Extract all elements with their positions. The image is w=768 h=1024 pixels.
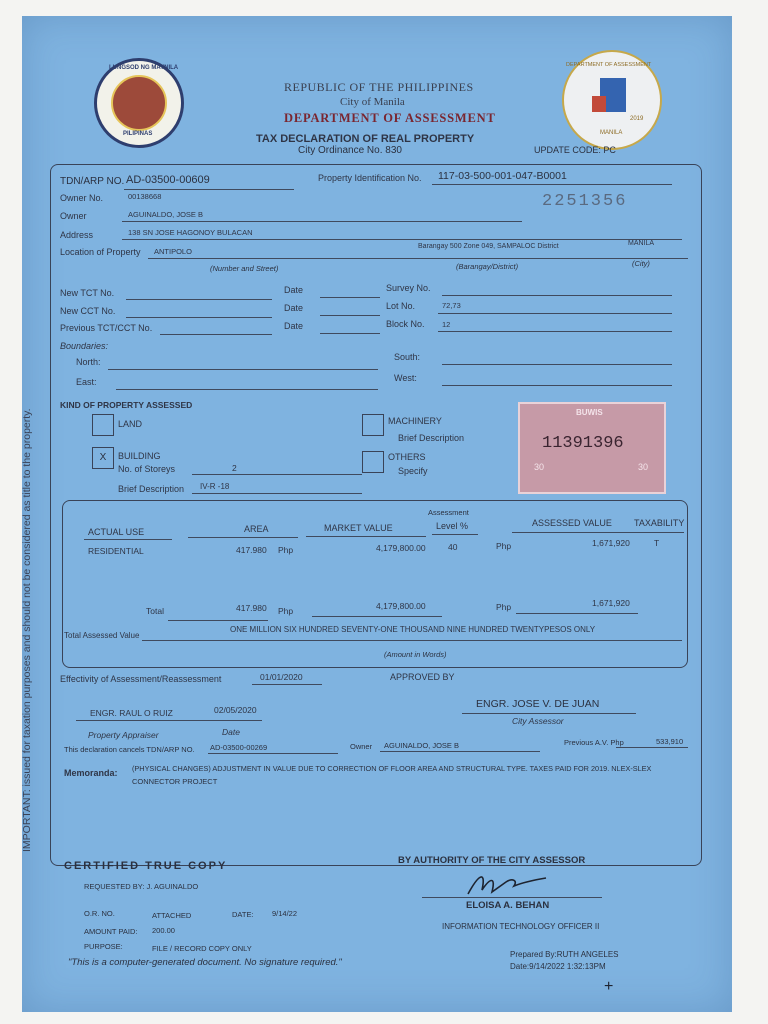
header-taxability: TAXABILITY [634,518,685,528]
stamp-right-value: 30 [638,462,649,472]
specify-label: Specify [398,466,428,476]
or-label: O.R. NO. [84,909,115,918]
manila-city-seal: LUNGSOD NG MAYNILA PILIPINAS [94,58,184,148]
land-label: LAND [118,419,143,429]
stamp-left-value: 30 [534,462,545,472]
total-php-2: Php [496,602,512,612]
location-label: Location of Property [60,247,141,257]
header-level: Level % [436,521,469,531]
amount-value: 200.00 [152,926,175,935]
prepared-by: Prepared By:RUTH ANGELES [510,950,619,959]
east-label: East: [76,377,97,387]
header-actual-use: ACTUAL USE [88,527,145,537]
documentary-stamp [518,402,666,494]
appraiser-name: ENGR. RAUL O RUIZ [90,708,173,718]
cross-mark-icon: + [604,978,614,995]
new-tct-label: New TCT No. [60,288,115,298]
authority-heading: BY AUTHORITY OF THE CITY ASSESSOR [398,855,586,866]
kind-heading: KIND OF PROPERTY ASSESSED [60,400,193,410]
others-checkbox[interactable] [362,451,384,473]
owner-label: Owner [60,211,87,221]
cert-date-value: 9/14/22 [272,909,298,918]
row-area: 417.980 [236,545,267,555]
memoranda-line-1: (PHYSICAL CHANGES) ADJUSTMENT IN VALUE DUE TO CORRECTION OF FLOOR AREA AND STRUCTURAL TYPE. TAXES PAID FOR 2019. NLEX-SLEX [132,764,652,773]
owner-no-label: Owner No. [60,193,104,203]
boundaries-label: Boundaries: [60,341,109,351]
date-label-1: Date [284,285,304,295]
row-php-2: Php [496,541,512,551]
prev-av-label: Previous A.V. Php [564,738,624,747]
caption-city: (City) [632,259,650,268]
prev-tct-label: Previous TCT/CCT No. [60,323,153,333]
building-brief-value: IV-R -18 [200,482,230,491]
memoranda-line-2: CONNECTOR PROJECT [132,777,218,786]
south-label: South: [394,352,421,362]
ordinance-text: City Ordinance No. 830 [298,145,402,156]
machinery-label: MACHINERY [388,416,442,426]
tax-declaration-paper [22,16,732,1012]
tdn-label: TDN/ARP NO. [60,176,125,187]
header-market-value: MARKET VALUE [324,523,393,533]
department-heading: DEPARTMENT OF ASSESSMENT [284,111,496,125]
cancels-label: This declaration cancels TDN/ARP NO. [64,745,195,754]
date-label-2: Date [284,303,304,313]
taxation-side-note: IMPORTANT: issued for taxation purposes and should not be considered as title to the property. [21,408,33,852]
total-area: 417.980 [236,603,267,613]
or-value: ATTACHED [152,911,192,920]
west-label: West: [394,373,417,383]
total-php-1: Php [278,606,294,616]
signer-name: ELOISA A. BEHAN [466,900,550,911]
city-heading: City of Manila [340,96,405,108]
others-label: OTHERS [388,452,426,462]
location-street: ANTIPOLO [154,247,192,256]
assessment-level-top: Assessment [428,508,469,517]
building-label: BUILDING [118,451,161,461]
stamp-serial: 11391396 [542,434,624,453]
republic-heading: REPUBLIC OF THE PHILIPPINES [284,80,474,94]
update-code: UPDATE CODE: PC [534,145,616,155]
lot-value: 72,73 [442,301,461,310]
header-assessed-value: ASSESSED VALUE [532,518,612,528]
location-barangay: Barangay 500 Zone 049, SAMPALOC District [418,243,559,250]
computer-generated-note: "This is a computer-generated document. No signature required." [68,957,342,968]
purpose-value: FILE / RECORD COPY ONLY [152,944,252,953]
row-assessed-value: 1,671,920 [592,538,630,548]
prev-owner-label: Owner [350,742,373,751]
survey-label: Survey No. [386,283,431,293]
machinery-brief-label: Brief Description [398,433,465,443]
row-taxability: T [654,538,660,548]
approved-by-label: APPROVED BY [390,672,455,682]
block-label: Block No. [386,319,425,329]
prev-owner-value: AGUINALDO, JOSE B [384,741,460,750]
stamp-top-text: BUWIS [576,408,603,417]
row-actual-use: RESIDENTIAL [88,546,144,556]
assessor-name: ENGR. JOSE V. DE JUAN [476,698,600,710]
header-area: AREA [244,524,269,534]
land-checkbox[interactable] [92,414,114,436]
effectivity-label: Effectivity of Assessment/Reassessment [60,674,222,684]
cert-date-label: DATE: [232,910,254,919]
tdn-value: AD-03500-00609 [126,174,210,186]
date-label-3: Date [284,321,304,331]
requested-by: REQUESTED BY: J. AGUINALDO [84,882,199,891]
pin-label: Property Identification No. [318,173,422,183]
assessment-dept-seal: DEPARTMENT OF ASSESSMENT 2019 MANILA [562,50,662,150]
building-brief-label: Brief Description [118,484,185,494]
effectivity-value: 01/01/2020 [260,672,303,682]
address-value: 138 SN JOSE HAGONOY BULACAN [128,228,253,237]
block-value: 12 [442,320,451,329]
total-assessed-value: 1,671,920 [592,598,630,608]
building-checkbox[interactable]: X [92,447,114,469]
address-label: Address [60,230,94,240]
machinery-checkbox[interactable] [362,414,384,436]
signer-title: INFORMATION TECHNOLOGY OFFICER II [442,922,600,931]
prev-av-value: 533,910 [656,737,684,746]
lot-label: Lot No. [386,301,416,311]
row-market-value: 4,179,800.00 [376,543,426,553]
total-market-value: 4,179,800.00 [376,601,426,611]
row-level: 40 [448,542,458,552]
purpose-label: PURPOSE: [84,942,123,951]
appraiser-date-caption: Date [222,727,240,737]
amount-words-caption: (Amount in Words) [384,650,447,659]
total-label: Total [146,606,164,616]
cancels-value: AD-03500-00269 [210,743,268,752]
appraiser-title: Property Appraiser [88,730,159,740]
north-label: North: [76,357,101,367]
document-title: TAX DECLARATION OF REAL PROPERTY [256,133,475,145]
appraiser-date: 02/05/2020 [214,705,257,715]
total-assessed-words-value: ONE MILLION SIX HUNDRED SEVENTY-ONE THOUSAND NINE HUNDRED TWENTYPESOS ONLY [230,625,596,634]
storeys-value: 2 [232,463,237,473]
certified-title: CERTIFIED TRUE COPY [64,860,228,872]
memoranda-label: Memoranda: [64,768,118,778]
caption-street: (Number and Street) [210,264,279,273]
row-php-1: Php [278,545,294,555]
prepared-date: Date:9/14/2022 1:32:13PM [510,962,606,971]
owner-value: AGUINALDO, JOSE B [128,210,204,219]
owner-no-value: 00138668 [128,192,162,201]
stamped-number: 2251356 [542,192,628,211]
total-assessed-words-label: Total Assessed Value [64,631,140,640]
location-city: MANILA [628,240,655,247]
new-cct-label: New CCT No. [60,306,116,316]
pin-value: 117-03-500-001-047-B0001 [438,170,567,182]
caption-barangay: (Barangay/District) [456,262,519,271]
assessor-title: City Assessor [512,716,564,726]
storeys-label: No. of Storeys [118,464,176,474]
amount-label: AMOUNT PAID: [84,927,138,936]
